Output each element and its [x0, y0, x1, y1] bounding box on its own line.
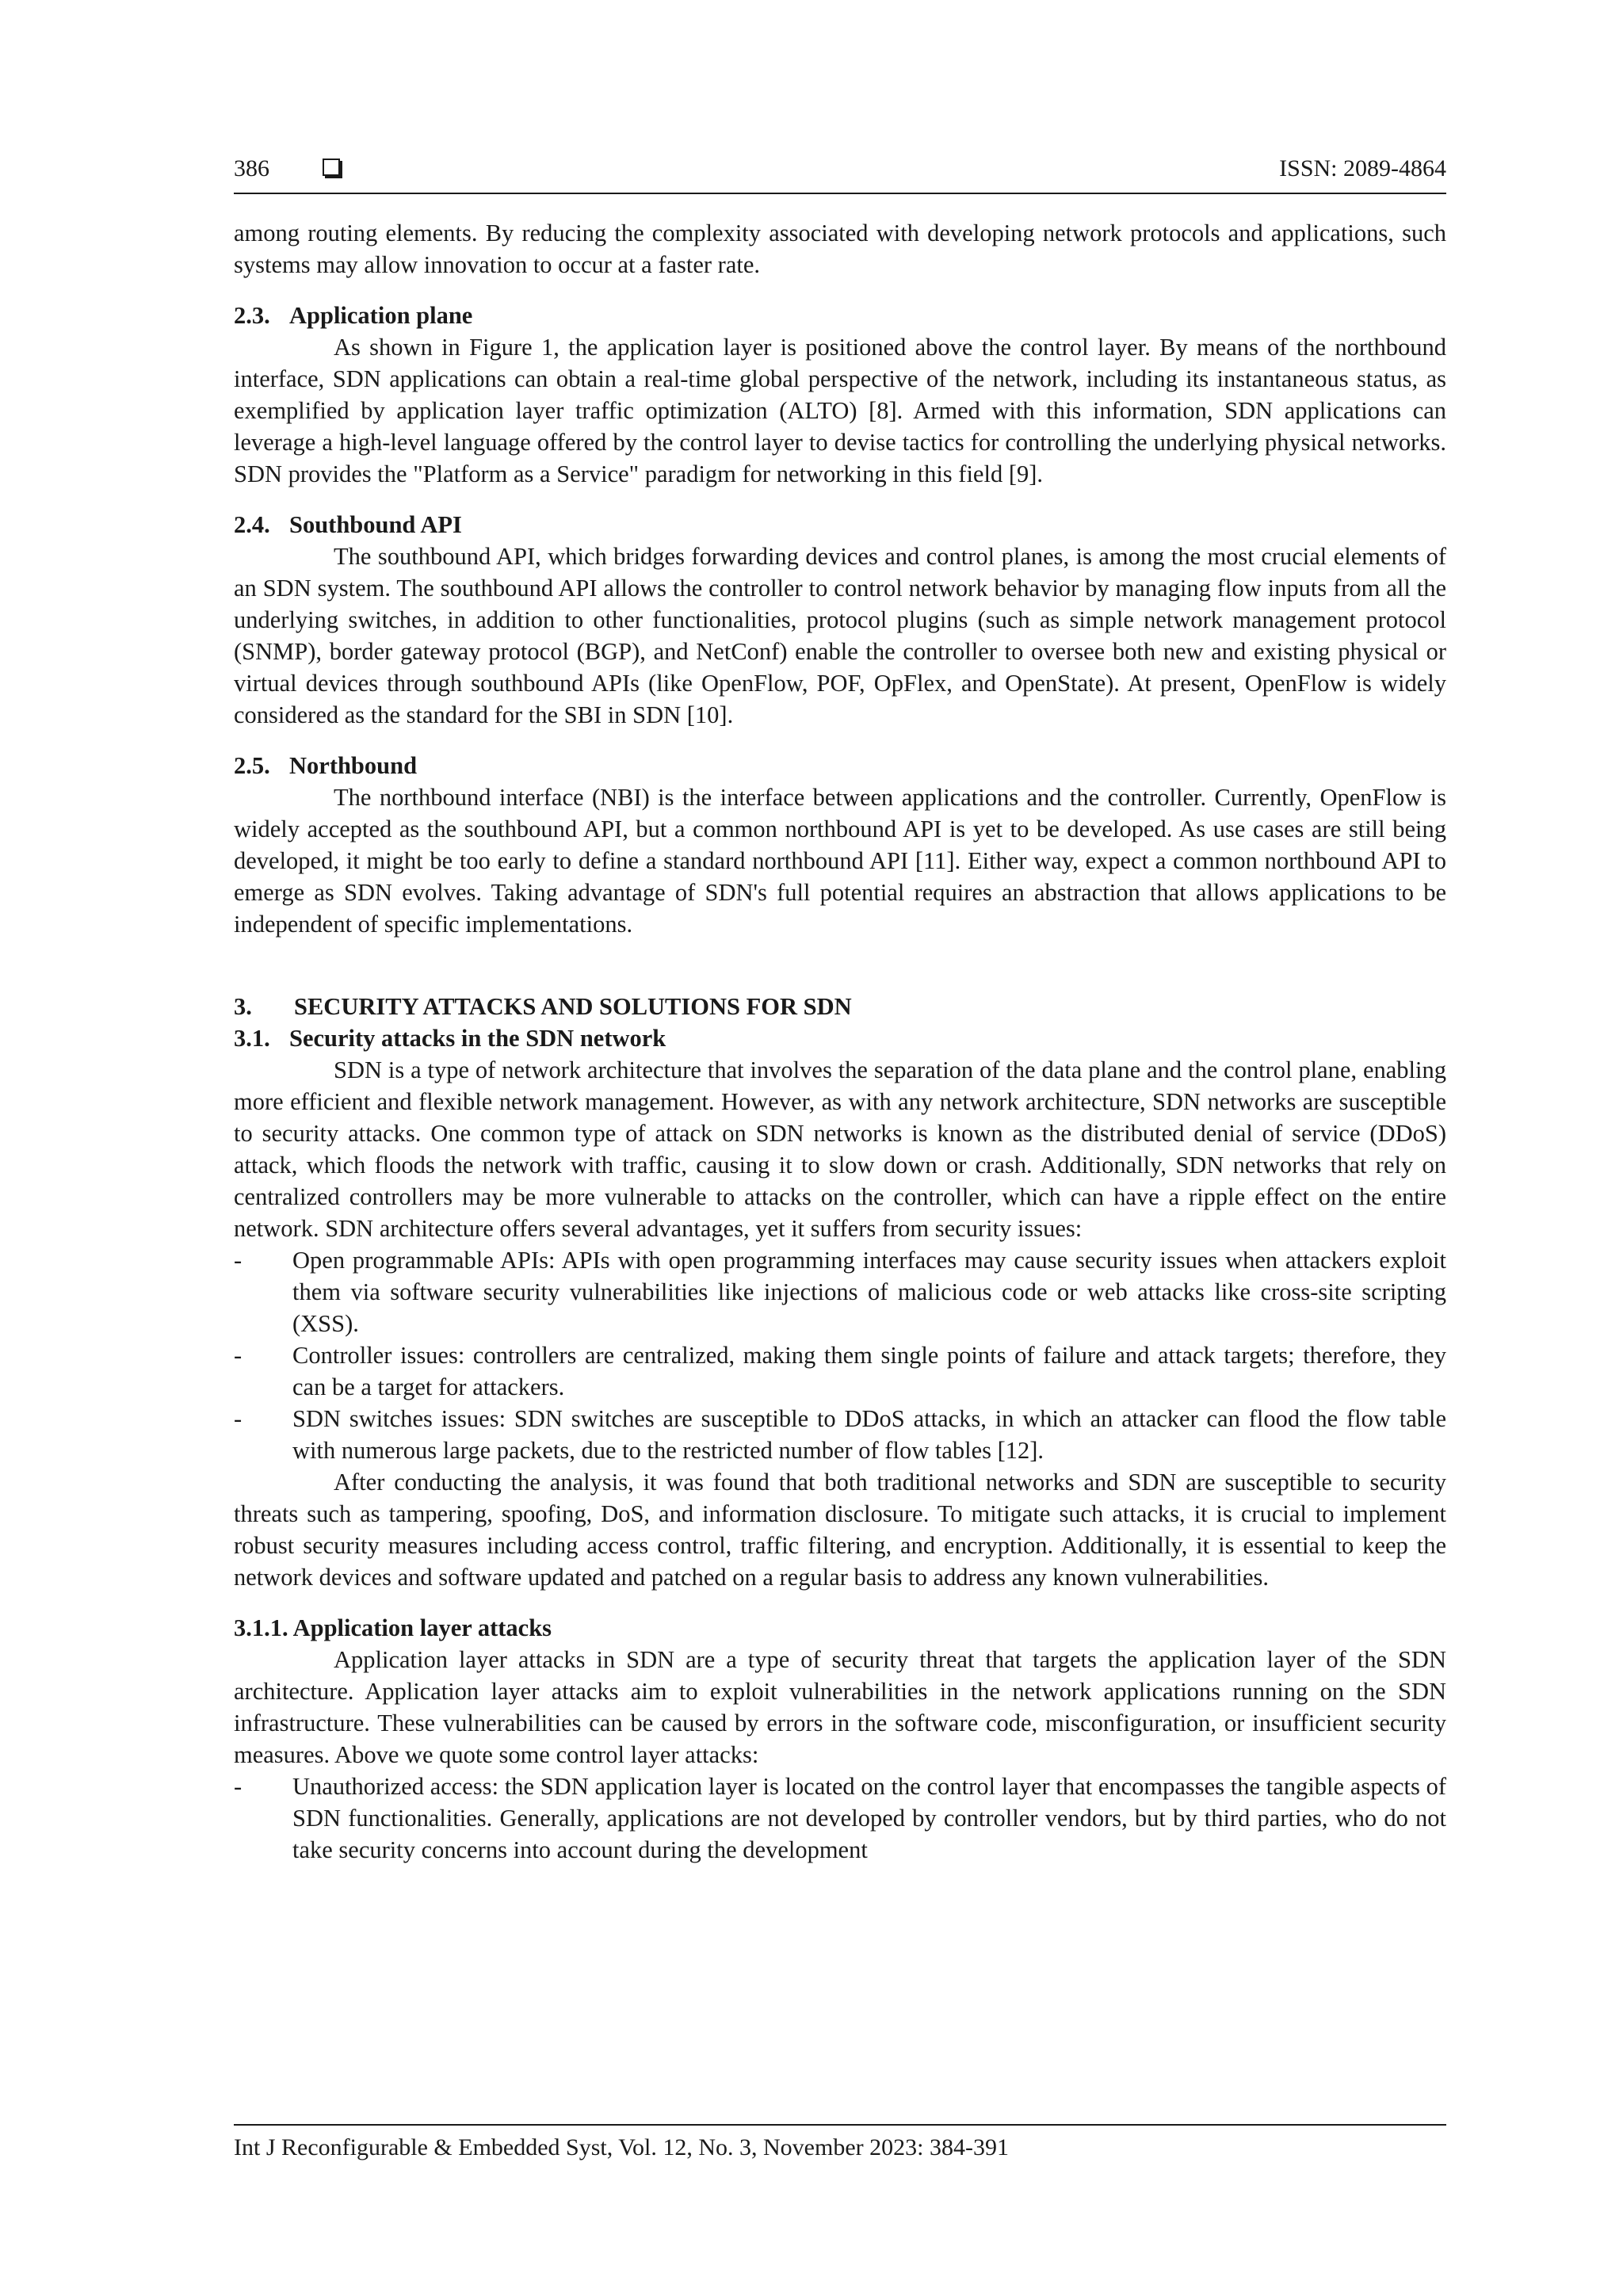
section-title: Security attacks in the SDN network	[289, 1025, 666, 1052]
dash-bullet: -	[234, 1247, 242, 1274]
spacer	[234, 940, 1446, 991]
header-rule	[234, 193, 1446, 194]
paragraph-application-plane: As shown in Figure 1, the application layer is positioned above the control layer. By means of the northbound interface, SDN applications can obtain a real-time global perspective of the network, including its instantaneous status, as exemplified by application layer traffic optimization (ALTO) [8]. Armed with this information, SDN applications can leverage a high-level language offered by the control layer to devise tactics for controlling the underlying physical networks. SDN provides the "Platform as a Service" paradigm for networking in this field [9].	[234, 334, 1446, 487]
spacer	[234, 1593, 1446, 1612]
list-item	[234, 1339, 1446, 1403]
section-title: Northbound	[289, 752, 418, 779]
section-title: Application layer attacks	[292, 1614, 552, 1641]
list-item	[234, 1771, 1446, 1866]
paper-body	[234, 217, 1446, 1866]
paragraph-security-attacks: SDN is a type of network architecture that involves the separation of the data plane and the control plane, enabling more efficient and flexible network management. However, as with any network architecture, SDN networks are susceptible to security attacks. One common type of attack on SDN networks is known as the distributed denial of service (DDoS) attack, which floods the network with traffic, causing it to slow down or crash. Additionally, SDN networks that rely on centralized controllers may be more vulnerable to attacks on the controller, which can have a ripple effect on the entire network. SDN architecture offers several advantages, yet it suffers from security issues:	[234, 1056, 1446, 1242]
paragraph-application-layer-attacks: Application layer attacks in SDN are a type of security threat that targets the application layer of the SDN architecture. Application layer attacks aim to exploit vulnerabilities in the network applications running on the SDN infrastructure. These vulnerabilities can be caused by errors in the software code, misconfiguration, or insufficient security measures. Above we quote some control layer attacks:	[234, 1646, 1446, 1768]
dash-bullet: -	[234, 1342, 242, 1369]
page-number: 386	[234, 155, 269, 181]
paragraph-southbound-api: The southbound API, which bridges forwarding devices and control planes, is among the most crucial elements of an SDN system. The southbound API allows the controller to control network behavior by managing flow inputs from all the underlying switches, in addition to other functionalities, protocol plugins (such as simple network management protocol (SNMP), border gateway protocol (BGP), and NetConf) enable the controller to oversee both new and existing physical or virtual devices through southbound APIs (like OpenFlow, POF, OpFlex, and OpenState). At present, OpenFlow is widely considered as the standard for the SBI in SDN [10].	[234, 543, 1446, 728]
section-heading-2-5	[234, 750, 1446, 781]
issn-label: ISSN: 2089-4864	[1279, 155, 1446, 181]
dash-bullet: -	[234, 1405, 242, 1432]
section-heading-3	[234, 991, 1446, 1022]
section-number: 3.	[234, 993, 252, 1020]
section-title: Southbound API	[289, 511, 462, 538]
section-number: 2.4.	[234, 511, 270, 538]
intro-paragraph: among routing elements. By reducing the complexity associated with developing network protocols and applications, such systems may allow innovation to occur at a faster rate.	[234, 220, 1446, 278]
list-item-text: Unauthorized access: the SDN application layer is located on the control layer that encompasses the tangible aspects of SDN functionalities. Generally, applications are not developed by controller vendors, but by third parties, who do not take security concerns into account during the development	[292, 1773, 1446, 1863]
section-heading-2-3	[234, 300, 1446, 331]
spacer	[234, 490, 1446, 509]
list-item-text: SDN switches issues: SDN switches are susceptible to DDoS attacks, in which an attacker can flood the flow table with numerous large packets, due to the restricted number of flow tables [12].	[292, 1405, 1446, 1464]
list-item	[234, 1244, 1446, 1339]
paragraph-after-analysis: After conducting the analysis, it was found that both traditional networks and SDN are susceptible to security threats such as tampering, spoofing, DoS, and information disclosure. To mitigate such attacks, it is crucial to implement robust security measures including access control, traffic filtering, and encryption. Additionally, it is essential to keep the network devices and software updated and patched on a regular basis to address any known vulnerabilities.	[234, 1469, 1446, 1591]
spacer	[234, 281, 1446, 300]
spacer	[234, 731, 1446, 750]
section-number: 3.1.1.	[234, 1614, 288, 1641]
section-heading-3-1-1	[234, 1612, 1446, 1644]
page-header	[234, 155, 1446, 193]
list-item-text: Controller issues: controllers are centralized, making them single points of failure and attack targets; therefore, they can be a target for attackers.	[292, 1342, 1446, 1400]
section-number: 2.5.	[234, 752, 270, 779]
paragraph-northbound: The northbound interface (NBI) is the interface between applications and the controller. Currently, OpenFlow is widely accepted as the southbound API, but a common northbound API is yet to be developed. As use cases are still being developed, it might be too early to define a standard northbound API [11]. Either way, expect a common northbound API to emerge as SDN evolves. Taking advantage of SDN's full potential requires an abstraction that allows applications to be independent of specific implementations.	[234, 784, 1446, 938]
section-heading-2-4	[234, 509, 1446, 541]
section-number: 2.3.	[234, 302, 270, 329]
section-heading-3-1	[234, 1022, 1446, 1054]
journal-citation: Int J Reconfigurable & Embedded Syst, Vol. 12, No. 3, November 2023: 384-391	[234, 2134, 1009, 2160]
dash-bullet: -	[234, 1773, 242, 1800]
list-item	[234, 1403, 1446, 1466]
square-bullet-icon	[323, 159, 340, 176]
list-item-text: Open programmable APIs: APIs with open programming interfaces may cause security issues when attackers exploit them via software security vulnerabilities like injections of malicious code or web attacks like cross-site scripting (XSS).	[292, 1247, 1446, 1337]
section-title: Application plane	[289, 302, 473, 329]
section-title: SECURITY ATTACKS AND SOLUTIONS FOR SDN	[294, 993, 852, 1020]
section-number: 3.1.	[234, 1025, 270, 1052]
footer-rule	[234, 2124, 1446, 2126]
